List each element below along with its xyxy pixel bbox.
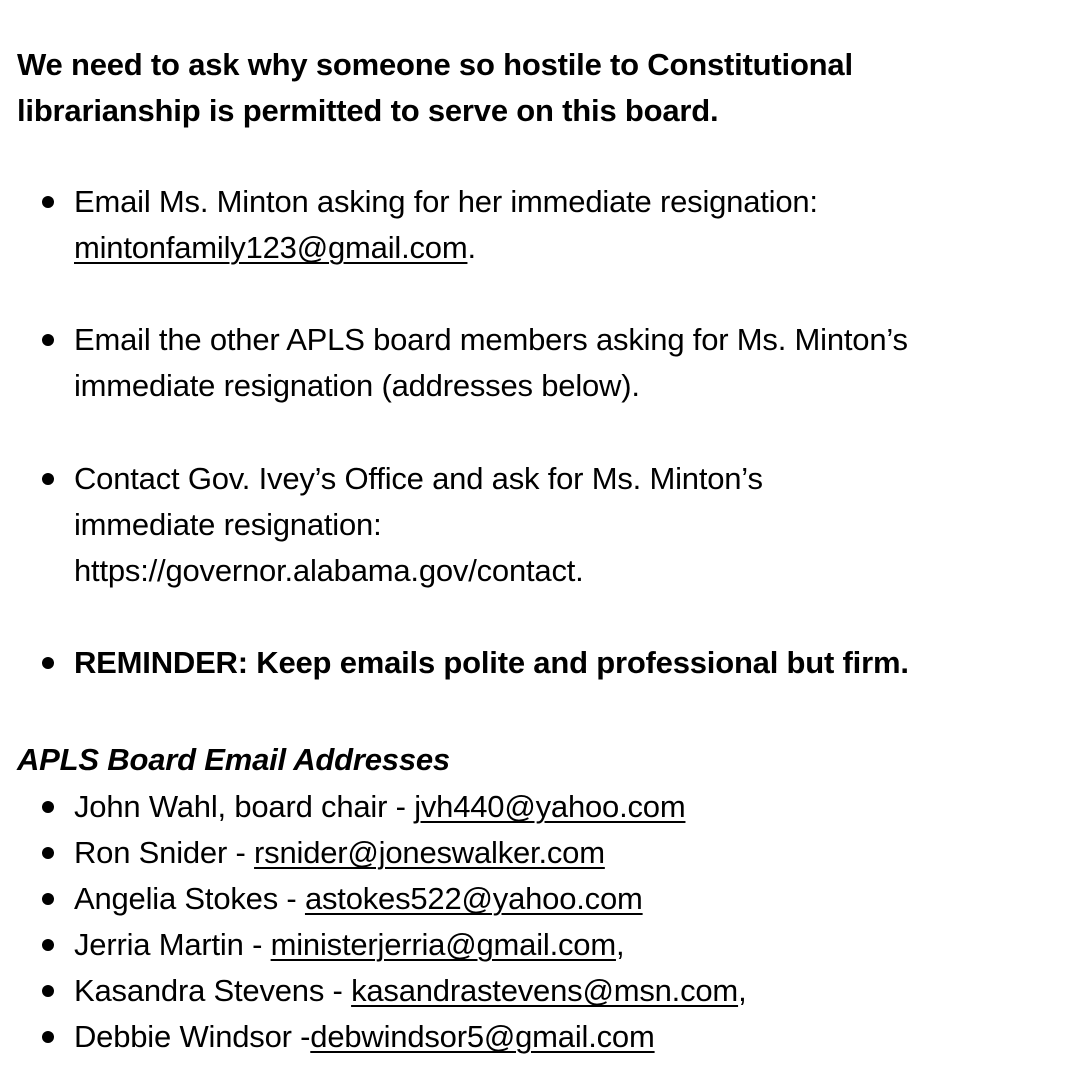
action-2-line-2: immediate resignation (addresses below). [74,368,640,403]
board-member-item [74,922,624,968]
minton-email-link[interactable]: mintonfamily123@gmail.com [74,230,468,265]
reminder-text: REMINDER: Keep emails polite and professional but firm. [74,645,909,680]
action-3-line-2: immediate resignation: [74,507,382,542]
bullet-icon [42,893,54,905]
member-label: Ron Snider - [74,835,255,870]
board-member-item [74,1014,655,1060]
board-member-item [74,968,746,1014]
bullet-icon [42,1031,54,1043]
headline-line-2: librarianship is permitted to serve on this board. [17,93,719,128]
member-email-link[interactable]: rsnider@joneswalker.com [254,835,605,870]
bullet-icon [42,196,54,208]
bullet-icon [42,473,54,485]
bullet-icon [42,847,54,859]
member-email-link[interactable]: astokes522@yahoo.com [304,881,643,916]
action-1-period: . [467,230,476,265]
board-member-item [74,830,605,876]
governor-contact-url: https://governor.alabama.gov/contact. [74,553,584,588]
bullet-icon [42,939,54,951]
board-member-item [74,876,643,922]
bullet-icon [42,801,54,813]
board-heading: APLS Board Email Addresses [17,742,450,777]
member-label: Kasandra Stevens - [74,973,352,1008]
member-label: Jerria Martin - [74,927,271,962]
member-suffix: , [738,973,747,1008]
action-2-line-1: Email the other APLS board members asking for Ms. Minton’s [74,322,908,357]
board-member-item [74,784,685,830]
bullet-icon [42,334,54,346]
member-email-link[interactable]: jvh440@yahoo.com [414,789,686,824]
member-label: Angelia Stokes - [74,881,305,916]
headline-line-1: We need to ask why someone so hostile to Constitutional [17,47,853,82]
action-1-text: Email Ms. Minton asking for her immediate resignation: [74,184,818,219]
member-suffix: , [615,927,625,962]
action-3-line-1: Contact Gov. Ivey’s Office and ask for Ms. Minton’s [74,461,763,496]
bullet-icon [42,657,54,669]
member-email-link[interactable]: kasandrastevens@msn.com [351,973,739,1008]
member-email-link[interactable]: debwindsor5@gmail.com [310,1019,655,1054]
action-1-link-line [74,225,476,271]
member-label: John Wahl, board chair - [74,789,415,824]
bullet-icon [42,985,54,997]
member-email-link[interactable]: ministerjerria@gmail.com [270,927,616,962]
member-label: Debbie Windsor - [74,1019,311,1054]
